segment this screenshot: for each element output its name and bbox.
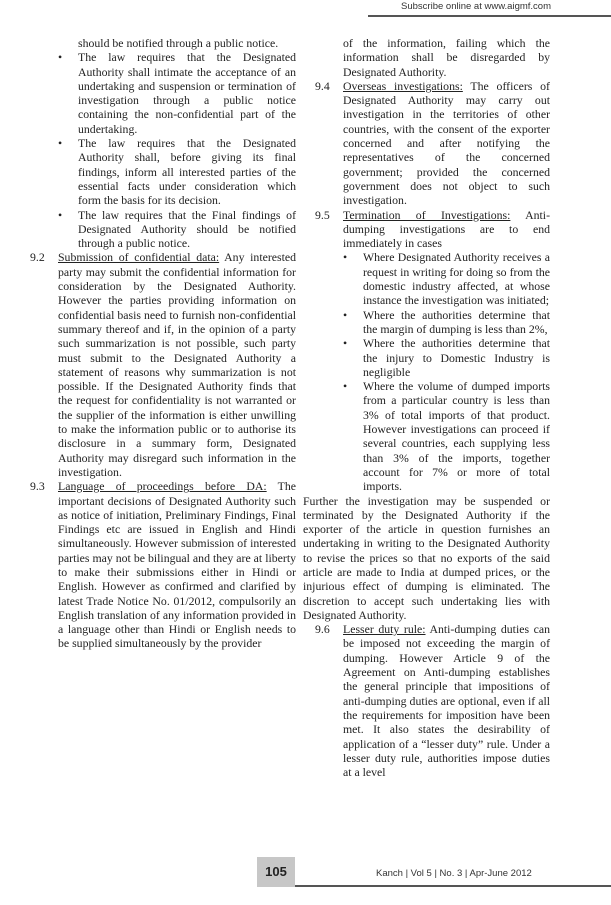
section-title: Lesser duty rule: (343, 622, 426, 637)
section-number: 9.4 (315, 78, 330, 93)
journal-info: Kanch | Vol 5 | No. 3 | Apr-June 2012 (376, 868, 532, 879)
section-body: The important decisions of Designated Authority such as notice of initiation, Preliminary Findings, Final Findings etc are issued in English and Hindi simultaneously. However submission of interested parties may not be bilingual and they are at liberty to make their submissions either in Hindi or English. However as confirmed and clarified by latest Trade Notice No. 01/2012, compulsorily an English translation of any information provided in a language other than Hindi or English needs to be supplied simultaneously by the provider (58, 479, 297, 651)
bullet-item: • The law requires that the Designated Authority shall intimate the acceptance of an undertaking and suspension or termination of investigation through a public notice containing the non-confidential part of the undertaking. (30, 50, 296, 136)
header-bar (368, 0, 611, 17)
section-body: Any interested party may submit the confidential information for consideration by the Designated Authority. However the parties providing information on confidential basis need to furnish non-confidential summary thereof and if, in the opinion of a party such summarization is not possible, such party must submit to the Designated Authority a statement of reasons why summarization is not possible. If the Designated Authority finds that the request for confidentiality is not warranted or the supplier of the information is either unwilling to make the information public or to authorise its disclosure in a summary form, Designated Authority may disregard such information in the investigation. (58, 250, 297, 479)
bullet-item: • Where Designated Authority receives a request in writing for doing so from the domestic industry affected, at whose instance the investigation was initiated; (303, 250, 550, 307)
right-column (303, 36, 550, 779)
section-number: 9.5 (315, 207, 330, 222)
section-9-4 (303, 79, 550, 208)
section-body: Anti-dumping duties can be imposed not exceeding the margin of dumping. However Article 9 of the Agreement on Anti-dumping establishes the general principle that impositions of anti-dumping duties are optional, even if all the requirements for imposition have been met. It also states the desirability of application of a “lesser duty” rule. Under a lesser duty rule, authorities impose duties at a level (343, 622, 550, 780)
section-body: Anti-dumping investigations are to end immediately in cases (343, 207, 550, 251)
bullet-item: • Where the volume of dumped imports from a particular country is less than 3% of total imports of that product. However investigations can proceed if several countries, each supplying less than 3% of the imports, together account for 7% or more of total imports. (303, 379, 550, 493)
continued-text: of the information, failing which the information shall be disregarded by Designated Authority. (343, 36, 550, 79)
section-body: The officers of Designated Authority may carry out investigation in the territories of other countries, with the consent of the exporter concerned and after notifying the representatives of the concerned government; provided the concerned government does not object to such investigation. (343, 78, 550, 208)
left-column (30, 36, 296, 651)
section-number: 9.6 (315, 622, 330, 637)
section-title: Termination of Investigations: (343, 207, 511, 222)
section-title: Language of proceedings before DA: (58, 479, 267, 494)
bullet-item: • The law requires that the Final findings of Designated Authority should be notified through a public notice. (30, 208, 296, 251)
page-number: 105 (257, 857, 295, 887)
bullet-item: • Where the authorities determine that the margin of dumping is less than 2%, (303, 308, 550, 337)
section-title: Submission of confidential data: (58, 250, 220, 265)
section-9-3 (30, 479, 296, 651)
section-9-6 (303, 622, 550, 779)
section-title: Overseas investigations: (343, 78, 463, 93)
subscribe-line: Subscribe online at www.aigmf.com (401, 1, 551, 12)
continued-text: should be notified through a public notice. (78, 36, 279, 50)
footer-rule (295, 885, 611, 887)
bullet-item: • The law requires that the Designated Authority shall, before giving its final findings, inform all interested parties of the essential facts under consideration which form the basis for its decision. (30, 136, 296, 207)
section-number: 9.2 (30, 250, 45, 265)
section-9-2 (30, 250, 296, 479)
bullet-item: • Where the authorities determine that the injury to Domestic Industry is negligible (303, 336, 550, 379)
section-number: 9.3 (30, 479, 45, 494)
paragraph: Further the investigation may be suspended or terminated by the Designated Authority if the exporter of the article in question furnishes an undertaking in writing to the Designated Authority to revise the prices so that no exports of the said article are made to India at dumped prices, or the injurious effect of dumping is eliminated. The discretion to accept such undertaking lies with Designated Authority. (303, 493, 550, 622)
section-9-5 (303, 208, 550, 251)
